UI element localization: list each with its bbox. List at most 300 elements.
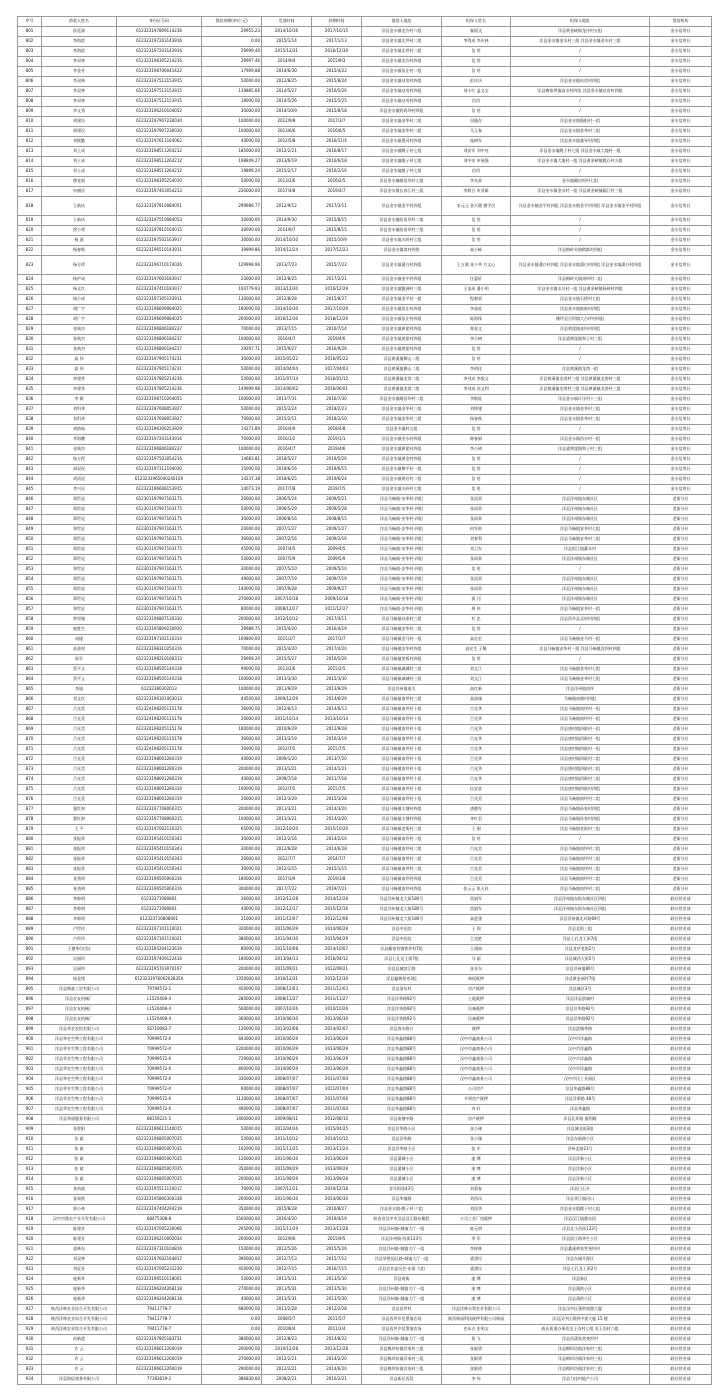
cell-id: 612323197512153915 — [117, 77, 202, 87]
cell-index: 823 — [18, 256, 42, 275]
cell-borrower: 杨金缘 — [42, 975, 117, 985]
cell-borrower: 洋县华农生物工程有限公司 — [42, 1075, 117, 1085]
cell-borrower: 胡广宇 — [42, 315, 117, 325]
cell-institution: 联社营业部 — [650, 1365, 712, 1375]
cell-balance: 50000.00 — [202, 177, 262, 187]
cell-guarantor: 张雨荣 — [442, 555, 511, 565]
cell-balance: 14237.38 — [202, 475, 262, 485]
cell-due-date: 2011/5/7 — [312, 1315, 362, 1325]
cell-institution: 金水信用社 — [650, 365, 712, 375]
cell-issue-date: 2014/5/27 — [262, 87, 312, 97]
cell-id: 612323197606202835X — [117, 975, 202, 985]
cell-issue-date: 2012/2/16 — [262, 835, 312, 845]
table-row — [18, 375, 712, 385]
cell-id: 612323197312194030 — [117, 465, 202, 475]
cell-institution: 老街分社 — [650, 875, 712, 885]
cell-guarantor: 马 丽 — [442, 955, 511, 965]
cell-issue-date: 2011/11/25 — [262, 1145, 312, 1155]
cell-guarantor-address: 洋县金水镇站房村四组 — [511, 77, 650, 87]
cell-due-date: 2016/5/26 — [312, 655, 362, 665]
cell-guarantor-address: 洋县洋新小区 — [511, 1165, 650, 1175]
cell-issue-date: 2011/07/14 — [262, 375, 312, 385]
cell-institution: 金水信用社 — [650, 305, 712, 315]
cell-id: 612323197002110325 — [117, 825, 202, 835]
cell-borrower: 王新庆 — [42, 216, 117, 226]
cell-borrower-address: 洋县洋州镇北大街180号 — [362, 905, 442, 915]
cell-due-date: 2014/10/07 — [312, 945, 362, 955]
table-row — [18, 415, 712, 425]
cell-guarantor: 吕光华 — [442, 745, 511, 755]
cell-issue-date: 2013/2/6 — [262, 177, 312, 187]
cell-issue-date: 2013/6/6 — [262, 127, 312, 137]
cell-balance: 50000.00 — [202, 1275, 262, 1285]
cell-institution: 联社营业部 — [650, 1285, 712, 1295]
cell-guarantor: 信 用 — [442, 226, 511, 236]
cell-index: 921 — [18, 1245, 42, 1255]
cell-due-date: 2015/7/22 — [312, 256, 362, 275]
cell-institution: 老街分社 — [650, 655, 712, 665]
cell-due-date: 2011/07/04 — [312, 1075, 362, 1085]
table-row — [18, 246, 712, 256]
cell-institution: 联社营业部 — [650, 945, 712, 955]
table-row — [18, 1235, 712, 1245]
cell-guarantor: 吕光美 — [442, 865, 511, 875]
cell-due-date: 2013/5/30 — [312, 1295, 362, 1305]
cell-due-date: 2014/1/21 — [312, 765, 362, 775]
cell-borrower: 郑世虎 — [42, 505, 117, 515]
cell-due-date: 2016/5/26 — [312, 87, 362, 97]
cell-guarantor-address: 洋县金水镇金水村一组 洋县黄金峡镇隔江村三组 — [511, 187, 650, 197]
cell-balance: 350000.00 — [202, 1205, 262, 1215]
cell-index: 840 — [18, 435, 42, 445]
cell-borrower: 刘土成 — [42, 157, 117, 167]
table-row — [18, 97, 712, 107]
cell-due-date: 2016/6/18 — [312, 157, 362, 167]
cell-guarantor-address: 洋县马畅镇南坪村二组 — [511, 795, 650, 805]
table-row — [18, 755, 712, 765]
table-row — [18, 635, 712, 645]
cell-id: 612301197907163175 — [117, 535, 202, 545]
cell-guarantor-address: 洋县梁黄崖镇和子村三组 — [511, 335, 650, 345]
cell-id: 612323196612260019 — [117, 1345, 202, 1355]
cell-borrower: 李帅明 — [42, 895, 117, 905]
cell-guarantor-address: 洋县唐村镇四联村四组 — [511, 785, 650, 795]
cell-borrower: 洋县华农生物工程有限公司 — [42, 1045, 117, 1055]
cell-institution: 联社营业部 — [650, 1065, 712, 1075]
cell-id: 612301197907163175 — [117, 575, 202, 585]
cell-id: 612323195806300338 — [117, 1195, 202, 1205]
header-index: 序号 — [18, 17, 42, 27]
cell-due-date: 2013/10/14 — [312, 715, 362, 725]
cell-id: 79411778-7 — [117, 1325, 202, 1335]
cell-institution: 老街分社 — [650, 755, 712, 765]
table-row — [18, 1165, 712, 1175]
cell-guarantor-address: 洋县马畅镇老街村三组 — [511, 825, 650, 835]
table-row — [18, 67, 712, 77]
table-row — [18, 825, 712, 835]
cell-borrower: 张典杰 — [42, 445, 117, 455]
cell-id: 612323710808001 — [117, 915, 202, 925]
cell-institution: 联社营业部 — [650, 915, 712, 925]
cell-index: 930 — [18, 1335, 42, 1345]
cell-guarantor: 张雨荣 — [442, 575, 511, 585]
cell-due-date: 2013/06/30 — [312, 1015, 362, 1025]
table-row — [18, 875, 712, 885]
cell-issue-date: 2016/4/9 — [262, 425, 312, 435]
cell-id: 70999572-X — [117, 1075, 202, 1085]
cell-index: 819 — [18, 216, 42, 226]
cell-borrower: 陈建芳 — [42, 1225, 117, 1235]
cell-balance: 70000.00 — [202, 325, 262, 335]
cell-due-date: 2019/4/7 — [312, 187, 362, 197]
cell-issue-date: 2018/6/25 — [262, 475, 312, 485]
cell-id: L1520408-4 — [117, 995, 202, 1005]
cell-due-date: 2009/7/19 — [312, 575, 362, 585]
cell-guarantor: 何军则 — [442, 525, 511, 535]
cell-issue-date: 2006/5/29 — [262, 505, 312, 515]
table-row — [18, 685, 712, 695]
cell-borrower-address: 洋县华镇路 — [362, 1195, 442, 1205]
cell-guarantor-address: 洋县唐村镇四联村一组 — [511, 745, 650, 755]
header-guarantor-address: 担保人地址 — [511, 17, 650, 27]
cell-borrower: 刘虎芳 — [42, 1265, 117, 1275]
cell-balance: 50000.00 — [202, 365, 262, 375]
cell-due-date: 2009/5/21 — [312, 495, 362, 505]
cell-issue-date: 2013/7/15 — [262, 325, 312, 335]
cell-institution: 老街分社 — [650, 675, 712, 685]
cell-issue-date: 2009/7/18 — [262, 775, 312, 785]
cell-institution: 联社营业部 — [650, 1015, 712, 1025]
cell-borrower-address: 洋县马畅镇里板村四组 — [362, 655, 442, 665]
cell-guarantor: 庞 博 — [442, 1155, 511, 1165]
cell-guarantor: 设备既押 — [442, 1005, 511, 1015]
cell-guarantor: 庞 博 — [442, 1165, 511, 1175]
cell-guarantor-address: 洋县洋州镇北环路69号 — [511, 915, 650, 925]
cell-issue-date: 2008/07/07 — [262, 1085, 312, 1095]
cell-issue-date: 2014/10/16 — [262, 27, 312, 37]
cell-guarantor: 李明佳 — [442, 365, 511, 375]
table-row — [18, 445, 712, 455]
cell-guarantor: 信 用 — [442, 345, 511, 355]
cell-borrower: 洋县海辰商务有限公司 — [42, 1375, 117, 1385]
cell-issue-date: 2013/7/23 — [262, 256, 312, 275]
cell-institution: 老街分社 — [650, 805, 712, 815]
cell-issue-date: 2012/8/23 — [262, 1335, 312, 1345]
cell-balance: 14271.89 — [202, 425, 262, 435]
cell-borrower-address: 洋县金水镇金华村二组 — [362, 117, 442, 127]
cell-due-date: 2011/7/18 — [312, 775, 362, 785]
cell-guarantor-address: / — [511, 835, 650, 845]
cell-guarantor: 彭庆庆 — [442, 77, 511, 87]
cell-due-date: 2013/06/29 — [312, 1035, 362, 1045]
cell-id: 612301197907163175 — [117, 545, 202, 555]
table-row — [18, 1195, 712, 1205]
cell-id: 612323197101110021 — [117, 925, 202, 935]
cell-guarantor-address: 洋县汉中区蒲供中建大厦 15 楼 — [511, 1315, 650, 1325]
table-row — [18, 285, 712, 295]
cell-id: 612323198505140318 — [117, 665, 202, 675]
table-row — [18, 655, 712, 665]
cell-borrower-address: 洋县金水镇金平村四组 — [362, 275, 442, 285]
cell-index: 879 — [18, 825, 42, 835]
cell-id: 612323197708060315 — [117, 815, 202, 825]
cell-guarantor: 张小刚 — [442, 1135, 511, 1145]
cell-borrower-address: 洋县洋华路92号 — [362, 995, 442, 1005]
cell-issue-date: 2007/10/18 — [262, 595, 312, 605]
cell-issue-date: 2011/10/12 — [262, 1135, 312, 1145]
cell-borrower: 洋县华丽服务有限公司 — [42, 1115, 117, 1125]
cell-guarantor: 李小树 — [442, 445, 511, 455]
cell-balance: 300000.00 — [202, 885, 262, 895]
cell-id: 612323195204123619 — [117, 945, 202, 955]
cell-balance: 120000.00 — [202, 1155, 262, 1165]
cell-due-date: 2019/1/1 — [312, 435, 362, 445]
cell-id: 612323196609084025 — [117, 315, 202, 325]
cell-institution: 联社营业部 — [650, 935, 712, 945]
cell-due-date: 2016/9/26 — [312, 345, 362, 355]
cell-institution: 老街分社 — [650, 505, 712, 515]
cell-guarantor-address: 汉中市洋鑫路 — [511, 1035, 650, 1045]
cell-borrower: 陕西洋林农业综合开发有限公司 — [42, 1305, 117, 1315]
cell-balance: 129998.96 — [202, 256, 262, 275]
cell-issue-date: 2014/06/02 — [262, 385, 312, 395]
table-row — [18, 1075, 712, 1085]
cell-issue-date: 2008/07/07 — [262, 1075, 312, 1085]
cell-borrower-address: 洋县马畅镇南坪村十组 — [362, 735, 442, 745]
cell-due-date: 2014/6/28 — [312, 845, 362, 855]
cell-id: 612323198511264212 — [117, 167, 202, 177]
table-row — [18, 1255, 712, 1265]
cell-balance: 36000.00 — [202, 705, 262, 715]
cell-issue-date: 2008/12/03 — [262, 985, 312, 995]
cell-guarantor-address: 洋县梅坝坊镇洋家村三组 — [511, 1365, 650, 1375]
cell-id: 612323198305214216 — [117, 57, 202, 67]
cell-borrower: 张典杰 — [42, 335, 117, 345]
cell-institution: 金水信用社 — [650, 97, 712, 107]
cell-borrower-address: 洋县华鑫路88号 — [362, 1075, 442, 1085]
cell-due-date: 2015/10/20 — [312, 825, 362, 835]
cell-borrower-address: 洋县马畅镇南坪村二组 — [362, 835, 442, 845]
cell-guarantor: 房产既押 — [442, 985, 511, 995]
cell-institution: 金水信用社 — [650, 385, 712, 395]
cell-borrower: 穆党娟 — [42, 177, 117, 187]
table-row — [18, 1285, 712, 1295]
cell-id: 612323197305133911 — [117, 295, 202, 305]
cell-guarantor: 郑金文 — [442, 325, 511, 335]
cell-due-date: 2015/8/18 — [312, 107, 362, 117]
cell-borrower: 洋县华农生物工程有限公司 — [42, 1095, 117, 1105]
cell-due-date: 2016/8/17 — [312, 147, 362, 157]
cell-index: 847 — [18, 505, 42, 515]
cell-institution: 联社营业部 — [650, 1075, 712, 1085]
table-row — [18, 845, 712, 855]
cell-due-date: 2016/11/4 — [312, 137, 362, 147]
table-row — [18, 505, 712, 515]
cell-due-date: 2015/7/12 — [312, 1255, 362, 1265]
cell-borrower-address: 洋县蒲城小区 — [362, 1155, 442, 1165]
cell-index: 854 — [18, 575, 42, 585]
cell-issue-date: 2013/3/30 — [262, 675, 312, 685]
cell-borrower: 陈建芳 — [42, 1235, 117, 1245]
cell-borrower: 候军 — [42, 655, 117, 665]
cell-borrower-address: 洋县梅坝坊镇洋家村三组 — [362, 1345, 442, 1355]
cell-due-date: 2013/06/29 — [312, 1055, 362, 1065]
cell-guarantor: 邓卫东 — [442, 545, 511, 555]
cell-balance: 30000.00 — [202, 835, 262, 845]
cell-balance: 100000.00 — [202, 675, 262, 685]
cell-borrower: 高嘉财 — [42, 645, 117, 655]
cell-borrower: 郑世虎 — [42, 495, 117, 505]
cell-borrower: 杨方珍 — [42, 256, 117, 275]
cell-id: 612323197907230030 — [117, 127, 202, 137]
cell-issue-date: 2012/12/28 — [262, 895, 312, 905]
cell-borrower: 吴丽坝 — [42, 955, 117, 965]
table-row — [18, 705, 712, 715]
table-row — [18, 1365, 712, 1375]
cell-index: 877 — [18, 805, 42, 815]
cell-issue-date: 2015/3/7 — [262, 635, 312, 645]
cell-id: 612323197905174231 — [117, 355, 202, 365]
cell-balance: 149999.98 — [202, 385, 262, 395]
cell-id: 612323197608053927 — [117, 405, 202, 415]
cell-institution: 联社营业部 — [650, 1245, 712, 1255]
cell-balance: 100000.00 — [202, 127, 262, 137]
table-row — [18, 805, 712, 815]
cell-due-date: 2013/06/29 — [312, 1045, 362, 1055]
cell-balance: 680000.00 — [202, 1305, 262, 1315]
cell-guarantor-address: 洋县金水镇大地村一组 洋县黄金峡镇跳石村五组 — [511, 157, 650, 167]
table-row — [18, 1355, 712, 1365]
cell-institution: 联社营业部 — [650, 1025, 712, 1035]
cell-borrower-address: 洋县黄溪镇狮山二组 — [362, 365, 442, 375]
cell-guarantor-address: / — [511, 216, 650, 226]
cell-due-date: 2008/8/15 — [312, 515, 362, 525]
cell-due-date: 2014/3/20 — [312, 815, 362, 825]
cell-guarantor-address: / — [511, 97, 650, 107]
table-row — [18, 995, 712, 1005]
cell-balance: 180000.00 — [202, 955, 262, 965]
cell-balance: 270000.00 — [202, 1285, 262, 1295]
cell-issue-date: 2012/2/21 — [262, 1365, 312, 1375]
cell-borrower-address: 洋县马畅镇孙家村三组 — [362, 615, 442, 625]
cell-institution: 联社营业部 — [650, 1035, 712, 1045]
cell-guarantor: 闵隆存 — [442, 117, 511, 127]
cell-institution: 老街分社 — [650, 855, 712, 865]
cell-institution: 老街分社 — [650, 735, 712, 745]
loan-table-container — [17, 16, 711, 1385]
cell-guarantor-address: 洋县机江镇灌水村 — [511, 545, 650, 555]
cell-institution: 金水信用社 — [650, 87, 712, 97]
cell-index: 906 — [18, 1095, 42, 1105]
cell-id: 612323197512153915 — [117, 87, 202, 97]
cell-due-date: 2013/5/30 — [312, 1285, 362, 1295]
cell-issue-date: 2012/8/28 — [262, 295, 312, 305]
cell-id: 612323198511264212 — [117, 147, 202, 157]
cell-institution: 金水信用社 — [650, 77, 712, 87]
cell-index: 860 — [18, 635, 42, 645]
cell-institution: 联社营业部 — [650, 1355, 712, 1365]
cell-guarantor: 詹 飞 — [442, 1335, 511, 1345]
cell-institution: 联社营业部 — [650, 1155, 712, 1165]
cell-borrower: 李建华 — [42, 385, 117, 395]
cell-balance: 30000.00 — [202, 735, 262, 745]
cell-borrower-address: 洋县马畅镇-安华村-四组 — [362, 585, 442, 595]
cell-borrower-address: 洋县黄溪镇狮山二组 — [362, 355, 442, 365]
cell-institution: 联社营业部 — [650, 1305, 712, 1315]
header-borrower: 借款人姓名 — [42, 17, 117, 27]
cell-index: 807 — [18, 87, 42, 97]
cell-id: 612323197310104816 — [117, 1245, 202, 1255]
cell-borrower: 南捷 — [42, 635, 117, 645]
cell-index: 825 — [18, 285, 42, 295]
cell-id: 612323196710174026 — [117, 256, 202, 275]
cell-institution: 金水信用社 — [650, 315, 712, 325]
cell-due-date: 2017/10/15 — [312, 27, 362, 37]
cell-balance: 30000.00 — [202, 226, 262, 236]
cell-issue-date: 2016/4/7 — [262, 335, 312, 345]
cell-institution: 联社营业部 — [650, 1375, 712, 1385]
cell-borrower: 刘科华 — [42, 415, 117, 425]
cell-issue-date: 2007/12/21 — [262, 1185, 312, 1195]
cell-borrower-address: 洋县马畅镇-安华村-四组 — [362, 555, 442, 565]
table-row — [18, 765, 712, 775]
table-row — [18, 1175, 712, 1185]
cell-guarantor: 伍安富 — [442, 785, 511, 795]
cell-issue-date: 2012/7/5 — [262, 745, 312, 755]
cell-index: 868 — [18, 715, 42, 725]
cell-guarantor-address: 洋县马畅镇南坪村一组 — [511, 705, 650, 715]
cell-due-date: 2012/9/28 — [312, 725, 362, 735]
cell-balance: 280000.00 — [202, 995, 262, 1005]
cell-due-date: 2015/9/3 — [312, 57, 362, 67]
cell-borrower: 李 敏 — [42, 395, 117, 405]
cell-issue-date: 2007/9/28 — [262, 585, 312, 595]
cell-issue-date: 2011/12/07 — [262, 915, 312, 925]
cell-institution: 老街分社 — [650, 825, 712, 835]
cell-due-date: 2009/2/16 — [312, 535, 362, 545]
cell-guarantor-address: 洋县金水镇跳子村七组 洋县金水镇大地村一组 — [511, 147, 650, 157]
cell-guarantor-address: / — [511, 345, 650, 355]
cell-index: 824 — [18, 275, 42, 285]
cell-issue-date: 2012/5/8 — [262, 137, 312, 147]
cell-borrower: 洋县华农生物工程有限公司 — [42, 1065, 117, 1075]
header-borrower-address: 借款人地址 — [362, 17, 442, 27]
header-institution: 贷款机构 — [650, 17, 712, 27]
table-row — [18, 405, 712, 415]
cell-guarantor: 张云云 张天祥 — [442, 885, 511, 895]
table-row — [18, 1315, 712, 1325]
cell-balance: 30000.00 — [202, 107, 262, 117]
cell-guarantor: 林权既押 — [442, 975, 511, 985]
cell-guarantor-address: 洋县洋华路92号 — [511, 1015, 650, 1025]
cell-index: 866 — [18, 695, 42, 705]
cell-issue-date: 2014/10/10 — [262, 236, 312, 246]
table-row — [18, 905, 712, 915]
cell-borrower-address: 洋县马畅镇老街村三组 — [362, 825, 442, 835]
table-row — [18, 345, 712, 355]
cell-institution: 金水信用社 — [650, 345, 712, 355]
cell-balance: 30000.00 — [202, 355, 262, 365]
cell-guarantor: 刘小红 盖文宝 — [442, 87, 511, 97]
cell-index: 870 — [18, 735, 42, 745]
cell-id: 68475308-8 — [117, 1215, 202, 1225]
cell-borrower: 李双林 — [42, 57, 117, 67]
cell-issue-date: 2012/7/5 — [262, 785, 312, 795]
cell-guarantor-address: 洋州北路21号 — [511, 1145, 650, 1155]
cell-id: 612323196806184237 — [117, 325, 202, 335]
cell-balance: 290000.00 — [202, 1365, 262, 1375]
cell-institution: 老街分社 — [650, 795, 712, 805]
